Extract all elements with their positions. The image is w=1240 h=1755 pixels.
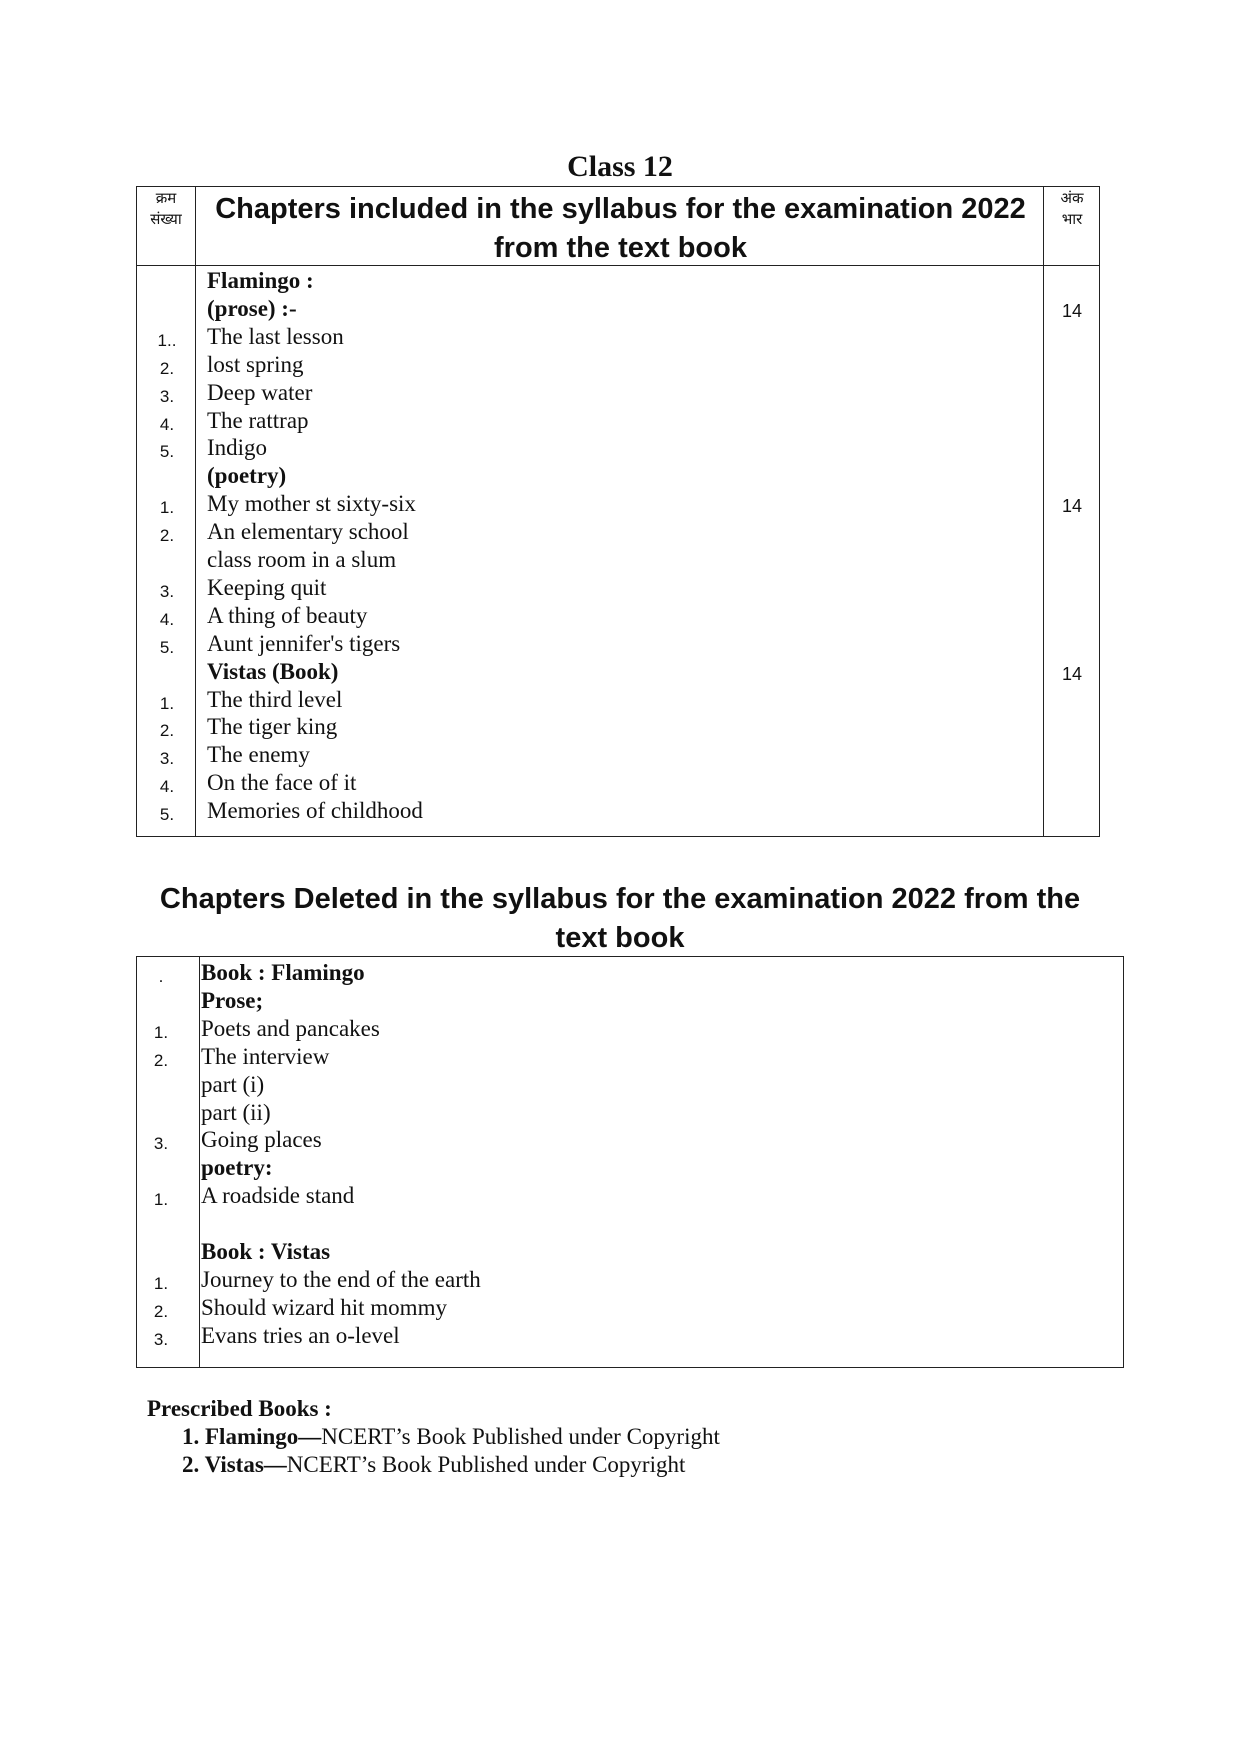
section-label: Flamingo : xyxy=(207,268,314,293)
serial-number: 1. xyxy=(153,1190,169,1210)
prescribed-book-item xyxy=(182,1451,685,1479)
chapter-title: part (i) xyxy=(201,1071,265,1097)
serial-number: 4. xyxy=(159,414,175,434)
chapter-title: The third level xyxy=(207,686,343,712)
serial-number: 3. xyxy=(153,1134,169,1154)
chapter-title: The interview xyxy=(201,1043,330,1069)
serial-number: 3. xyxy=(159,386,175,406)
serial-number: 3. xyxy=(159,581,175,601)
serial-number: 4. xyxy=(159,609,175,629)
marks-header-line: भार xyxy=(1061,212,1083,228)
chapter-title: Journey to the end of the earth xyxy=(201,1266,481,1292)
deleted-chapters-table xyxy=(136,956,1124,1368)
section-label: (poetry) xyxy=(207,463,287,489)
prescribed-books-title: Prescribed Books : xyxy=(147,1396,332,1421)
chapter-title: The enemy xyxy=(207,742,310,768)
marks-value: 14 xyxy=(1061,300,1083,321)
chapter-title: part (ii) xyxy=(201,1099,271,1125)
chapter-title: Evans tries an o-level xyxy=(201,1322,400,1348)
serial-number: 5. xyxy=(159,442,175,462)
serial-number: 4. xyxy=(159,777,175,797)
serial-number: 1.. xyxy=(157,330,177,350)
marks-column-header xyxy=(1044,189,1100,231)
chapter-title: Deep water xyxy=(207,379,313,405)
book-description: NCERT’s Book Published under Copyright xyxy=(286,1452,686,1477)
serial-number: 1. xyxy=(153,1273,169,1293)
heading-line: Chapters Deleted in the syllabus for the examination 2022 from the xyxy=(159,883,1081,915)
column-divider xyxy=(199,957,200,1367)
class-title: Class 12 xyxy=(567,150,673,183)
chapter-title: A roadside stand xyxy=(201,1183,355,1209)
section-label: Vistas (Book) xyxy=(207,658,339,684)
serial-number: 3. xyxy=(159,749,175,769)
serial-number: 5. xyxy=(159,637,175,657)
chapter-title: Going places xyxy=(201,1127,322,1153)
section-label: poetry: xyxy=(201,1155,273,1181)
chapter-title: An elementary school xyxy=(207,519,409,545)
serial-number: 5. xyxy=(159,805,175,825)
chapter-title: The rattrap xyxy=(207,407,309,433)
serial-number: 2. xyxy=(153,1050,169,1070)
column-divider xyxy=(195,187,196,836)
marks-value: 14 xyxy=(1061,496,1083,517)
section-label: Prose; xyxy=(201,987,264,1013)
serial-header-line: क्रम xyxy=(155,191,177,207)
column-divider xyxy=(1043,187,1044,836)
serial-number: 1. xyxy=(153,1022,169,1042)
serial-number: 2. xyxy=(153,1301,169,1321)
chapter-title: Memories of childhood xyxy=(207,798,423,824)
heading-line: text book xyxy=(555,922,685,954)
chapter-title: The tiger king xyxy=(207,714,338,740)
serial-number: 1. xyxy=(159,693,175,713)
serial-number: 3. xyxy=(153,1329,169,1349)
chapter-title: class room in a slum xyxy=(207,547,397,572)
section-label: Book : Flamingo xyxy=(201,960,365,985)
serial-number: 2. xyxy=(159,721,175,741)
serial-number: . xyxy=(158,967,164,986)
marks-value: 14 xyxy=(1061,663,1083,684)
chapter-title: lost spring xyxy=(207,351,304,377)
section-label: (prose) :- xyxy=(207,295,297,321)
chapter-title: A thing of beauty xyxy=(207,602,368,628)
serial-column-header xyxy=(137,189,195,231)
chapter-title: Aunt jennifer's tigers xyxy=(207,630,401,656)
chapter-title: Poets and pancakes xyxy=(201,1015,380,1041)
section-label: Book : Vistas xyxy=(201,1239,331,1264)
prescribed-book-item xyxy=(182,1423,720,1451)
chapter-title: Indigo xyxy=(207,435,268,461)
chapter-title: The last lesson xyxy=(207,323,344,349)
serial-header-line: संख्या xyxy=(150,212,182,228)
chapter-title: My mother st sixty-six xyxy=(207,491,416,517)
book-name: 2. Vistas— xyxy=(182,1452,287,1477)
heading-line: from the text book xyxy=(494,232,747,264)
marks-header-line: अंक xyxy=(1060,191,1084,207)
serial-number: 2. xyxy=(159,358,175,378)
chapter-title: Should wizard hit mommy xyxy=(201,1294,447,1320)
book-description: NCERT’s Book Published under Copyright xyxy=(321,1424,720,1449)
included-table-heading xyxy=(197,187,1044,268)
book-name: 1. Flamingo— xyxy=(182,1424,322,1449)
chapter-title: On the face of it xyxy=(207,770,357,796)
chapter-title: Keeping quit xyxy=(207,574,327,600)
serial-number: 1. xyxy=(159,498,175,518)
serial-number: 2. xyxy=(159,526,175,546)
included-chapters-table xyxy=(136,186,1100,837)
deleted-heading xyxy=(0,880,1240,958)
heading-line: Chapters included in the syllabus for the examination 2022 xyxy=(215,193,1026,225)
